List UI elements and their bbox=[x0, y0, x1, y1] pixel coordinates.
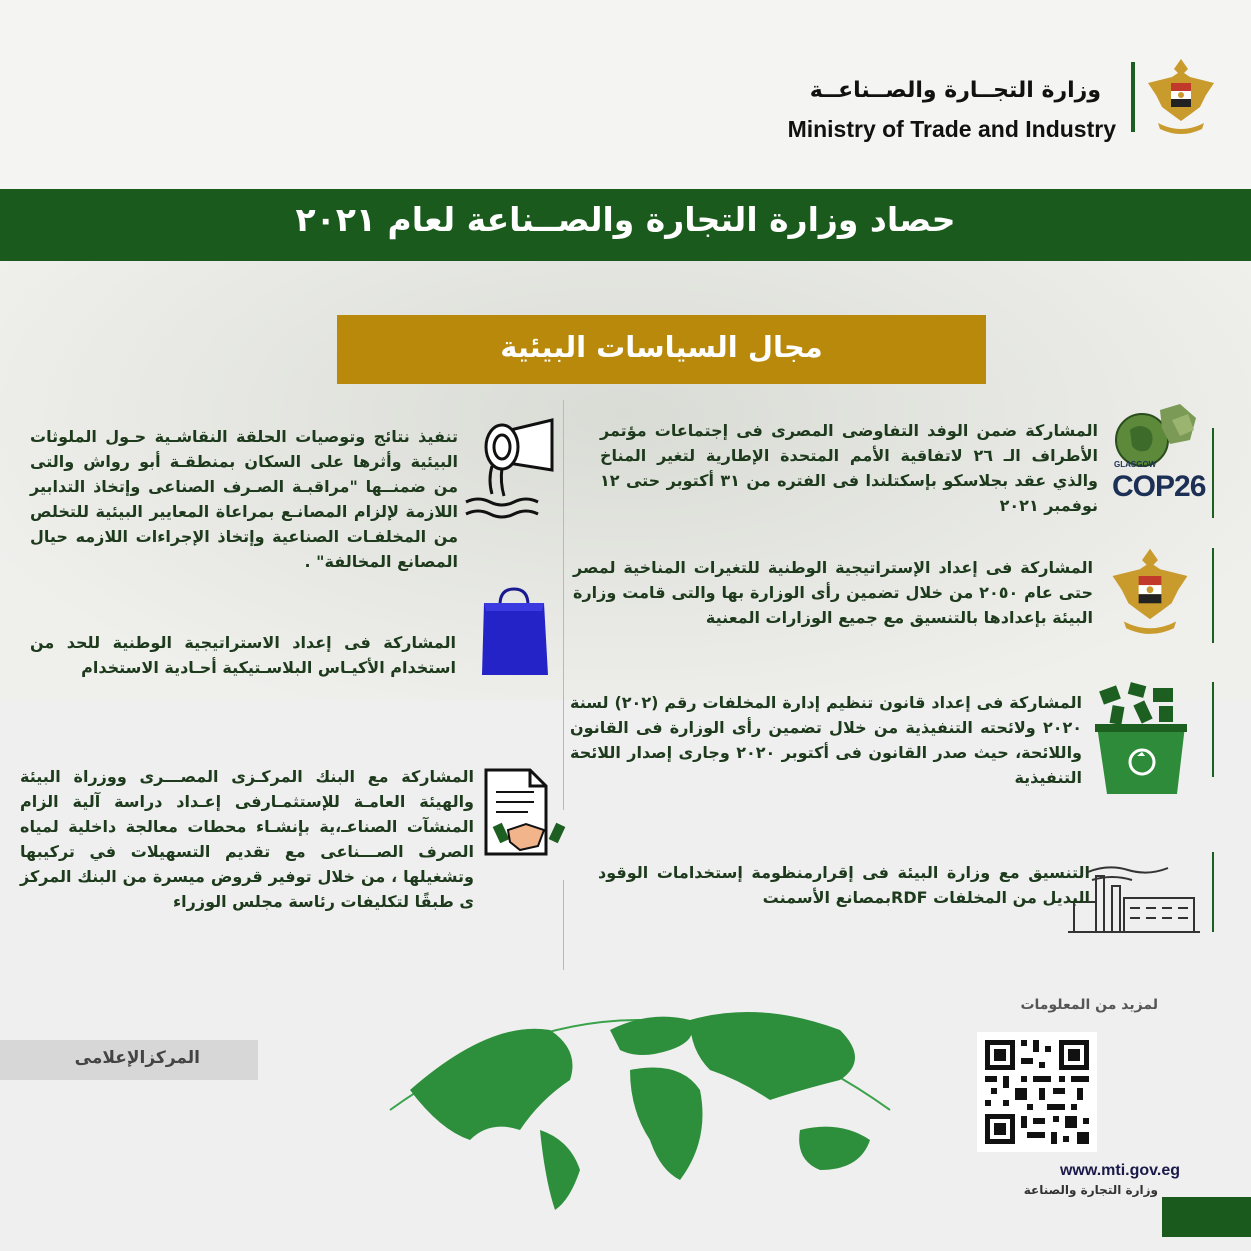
wastewater-pipe-icon bbox=[462, 410, 560, 526]
header-divider bbox=[1131, 62, 1135, 132]
emblem-logo bbox=[1144, 55, 1218, 140]
column-divider-top bbox=[563, 400, 564, 810]
side-accent-3 bbox=[1212, 682, 1214, 777]
media-center-label: المركزالإعلامى bbox=[74, 1048, 200, 1068]
plastic-strategy-text: المشاركة فى إعداد الاستراتيجية الوطنية للحد من استخدام الأكيـاس البلاسـتيكية أحـادية الاستخدام bbox=[30, 633, 456, 677]
climate-strategy-text: المشاركة فى إعداد الإستراتيجية الوطنية للتغيرات المناخية لمصر حتى عام ٢٠٥٠ من خلال تضمين رأى الوزارة بها والتى قامت وزارة البيئة بإعدادها بالتنسيق مع جميع الوزارات المعنية bbox=[573, 558, 1093, 627]
cop26-logo bbox=[1110, 400, 1206, 506]
globe-graphic bbox=[370, 970, 910, 1220]
ministry-name-arabic: وزارة التجــارة والصــناعــة bbox=[809, 78, 1101, 103]
emblem-icon bbox=[1108, 540, 1192, 645]
cop26-logo-glasgow: GLASGOW bbox=[1114, 460, 1157, 469]
shopping-bag-icon bbox=[478, 585, 550, 679]
side-accent-4 bbox=[1212, 852, 1214, 932]
ministry-name-english: Ministry of Trade and Industry bbox=[787, 116, 1116, 142]
pollution-text: تنفيذ نتائج وتوصيات الحلقة النقاشـية حـول الملوثات البيئية وأثرها على السكان بمنطقـة أبو رواش والتى من ضمنــها "مراقبـة الصـرف الصناعى وإتخاذ التدابير اللازمة لإلزام المصانـع بمراعاة المعايير البيئية للتخلص من المخلفـات الصناعية وإتخاذ الإجراءات اللازمه حيال المصانع المخالفة" . bbox=[30, 427, 458, 571]
website-url[interactable]: www.mti.gov.eg bbox=[1059, 1162, 1180, 1179]
waste-law-text: المشاركة فى إعداد قانون تنظيم إدارة المخلفات رقم (٢٠٢) لسنة ٢٠٢٠ ولائحته التنفيذية من خلال تضمين رأى الوزارة فى القانون واللائحة، حيث صدر القانون فى أكتوبر ٢٠٢٠ وجارى إصدار اللائحة التنفيذية bbox=[570, 693, 1083, 787]
corner-accent bbox=[1162, 1197, 1251, 1237]
footer-ministry-name: وزارة التجارة والصناعة bbox=[1023, 1183, 1158, 1197]
more-info-label: لمزيد من المعلومات bbox=[1020, 997, 1158, 1013]
cop26-logo-text: COP26 bbox=[1112, 470, 1206, 503]
side-accent-1 bbox=[1212, 428, 1214, 518]
central-bank-text: المشاركة مع البنك المركـزى المصـــرى ووزراة البيئة والهيئة العامـة للإستثمـارفى إعـداد دراسة آلية الزام المنشآت الصناعـ،ية بإنشـاء محطات معالجة داخلية لمياه الصرف الصـــناعى مع تقديم التسهيلات في تركيبها وتشغيلها ، من خلال توفير قروض ميسرة من البنك المركز ى طبقًا لتكليفات رئاسة مجلس الوزراء bbox=[20, 767, 474, 911]
qr-code[interactable] bbox=[977, 1032, 1097, 1152]
section-title: مجال السياسات البيئية bbox=[500, 330, 823, 364]
rdf-text: التنسيق مع وزارة البيئة فى إقرارمنظومة إستخدامات الوقود البديل من المخلفات RDFبمصانع الأسمنت bbox=[598, 863, 1090, 907]
side-accent-2 bbox=[1212, 548, 1214, 643]
page-title: حصاد وزارة التجارة والصــناعة لعام ٢٠٢١ bbox=[295, 200, 956, 239]
column-divider-bottom bbox=[563, 880, 564, 970]
cop26-text: المشاركة ضمن الوفد التفاوضى المصرى فى إجتماعات مؤتمر الأطراف الـ ٢٦ لاتفاقية الأمم المتحدة الإطارية لتغير المناخ والذي عقد بجلاسكو بإسكتلندا فى الفتره من ٣١ أكتوبر حتى ١٢ نوفمبر ٢٠٢١ bbox=[600, 421, 1099, 515]
recycle-bin-icon bbox=[1093, 682, 1189, 798]
agreement-document-icon bbox=[480, 766, 570, 858]
